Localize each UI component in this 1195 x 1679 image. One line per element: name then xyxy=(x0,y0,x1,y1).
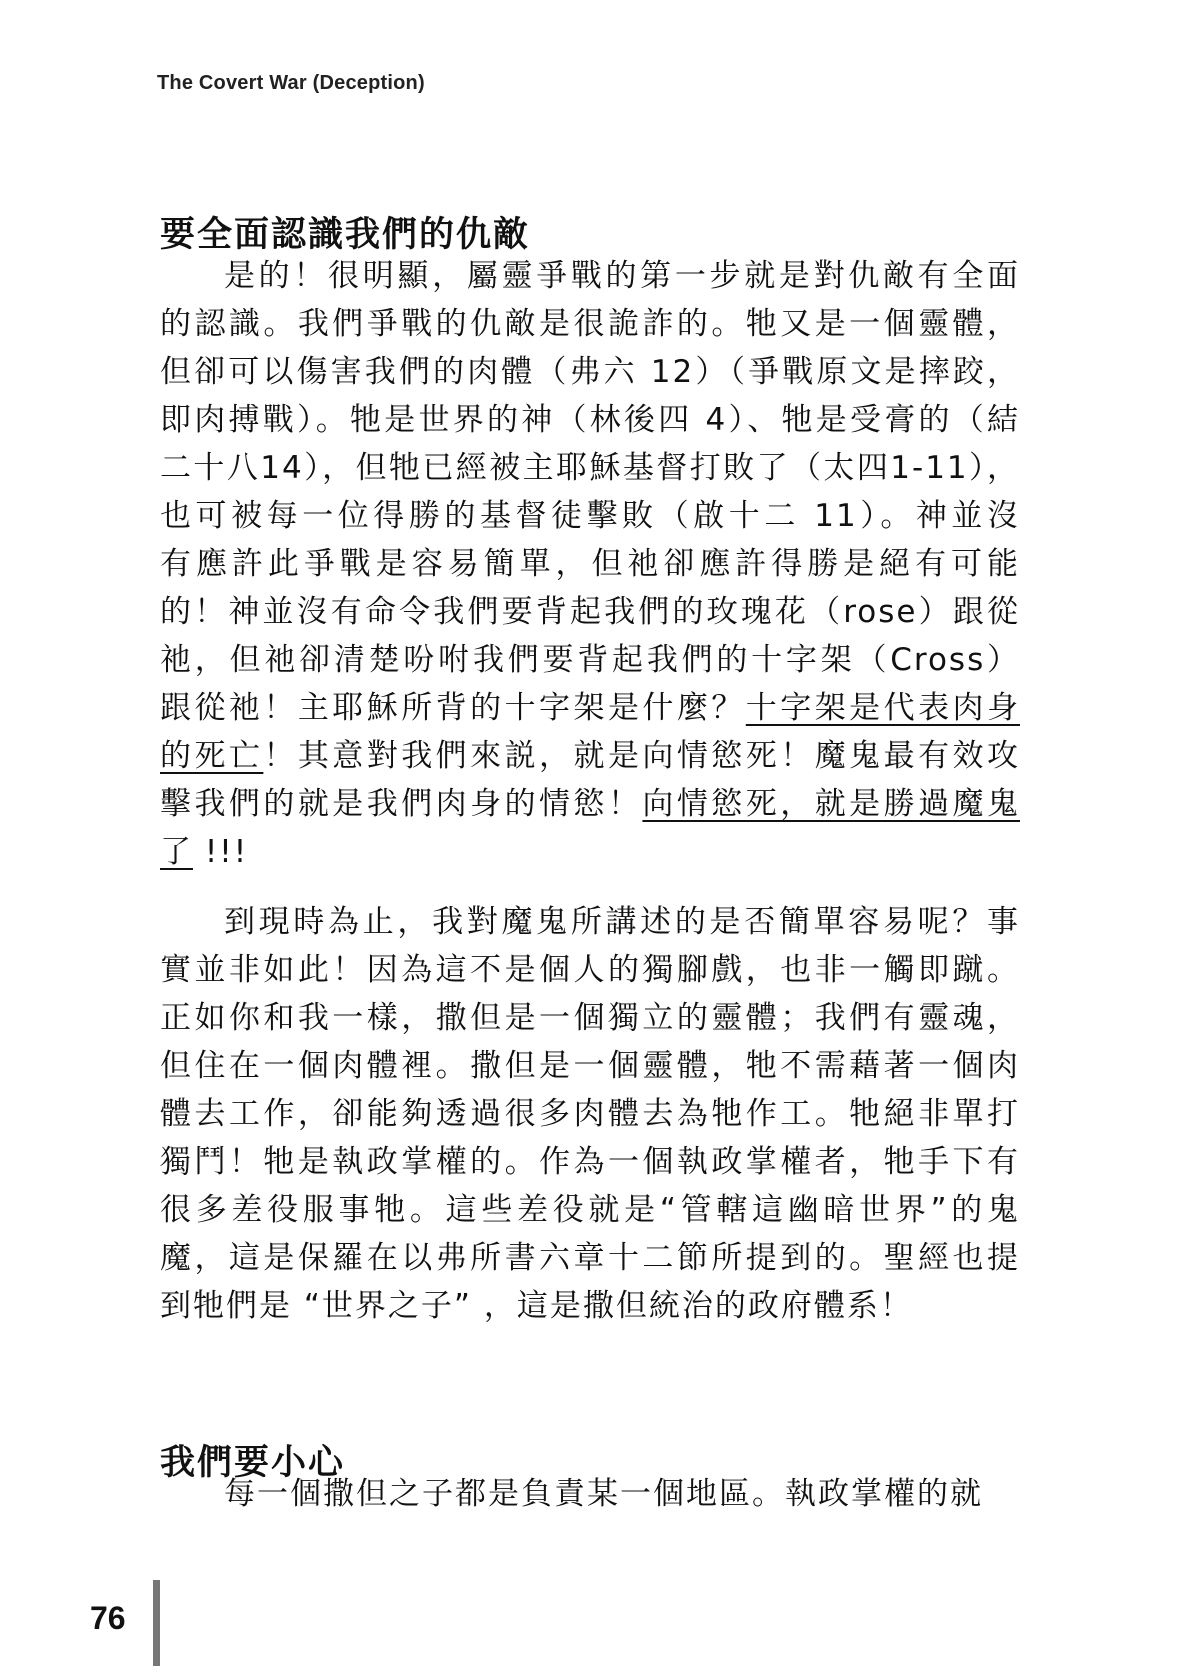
text-segment: ！其意對我們來説，就是向情慾死！魔鬼最有效攻 xyxy=(263,738,1020,774)
text-line xyxy=(160,780,1020,828)
text-line: 祂，但祂卻清楚吩咐我們要背起我們的十字架（Cross） xyxy=(160,642,1020,678)
underlined-text: 的死亡 xyxy=(160,738,264,774)
section-heading-know-enemy: 要全面認識我們的仇敵 xyxy=(160,215,531,256)
text-line xyxy=(160,684,1020,732)
underlined-text: 向情慾死，就是勝過魔鬼 xyxy=(642,786,1021,822)
underlined-text: 十字架是代表肉身 xyxy=(745,690,1021,726)
text-line: 到現時為止，我對魔鬼所講述的是否簡單容易呢？事 xyxy=(224,904,1020,940)
underlined-text: 了 xyxy=(160,834,193,870)
running-head: The Covert War (Deception) xyxy=(157,72,425,94)
paragraph-know-enemy xyxy=(160,252,1020,876)
text-line: 但卻可以傷害我們的肉體（弗六 12）（爭戰原文是摔跤， xyxy=(160,354,1020,390)
text-line: 到牠們是 “世界之子” ，這是撒但統治的政府體系！ xyxy=(160,1288,913,1324)
page-number-rule xyxy=(153,1580,160,1666)
paragraph-be-careful xyxy=(160,1470,1020,1518)
text-line: 的！神並沒有命令我們要背起我們的玫瑰花（rose）跟從 xyxy=(160,594,1020,630)
text-line: 魔，這是保羅在以弗所書六章十二節所提到的。聖經也提 xyxy=(160,1240,1020,1276)
text-segment: !!! xyxy=(193,834,249,870)
text-line: 很多差役服事牠。這些差役就是“管轄這幽暗世界”的鬼 xyxy=(160,1192,1020,1228)
text-line: 實並非如此！因為這不是個人的獨腳戲，也非一觸即蹴。 xyxy=(160,952,1020,988)
text-segment: 跟從祂！主耶穌所背的十字架是什麼？ xyxy=(160,690,746,726)
text-segment: 擊我們的就是我們肉身的情慾！ xyxy=(160,786,643,822)
text-line: 正如你和我一樣，撒但是一個獨立的靈體；我們有靈魂， xyxy=(160,1000,1020,1036)
text-line: 獨鬥！牠是執政掌權的。作為一個執政掌權者，牠手下有 xyxy=(160,1144,1020,1180)
text-line: 即肉搏戰）。牠是世界的神（林後四 4）、牠是受膏的（結 xyxy=(160,402,1020,438)
text-line: 每一個撒但之子都是負責某一個地區。執政掌權的就 xyxy=(224,1476,983,1512)
text-line: 但住在一個肉體裡。撒但是一個靈體，牠不需藉著一個肉 xyxy=(160,1048,1020,1084)
text-line: 有應許此爭戰是容易簡單，但祂卻應許得勝是絕有可能 xyxy=(160,546,1020,582)
text-line: 是的！很明顯，屬靈爭戰的第一步就是對仇敵有全面 xyxy=(224,258,1020,294)
text-line: 體去工作，卻能夠透過很多肉體去為牠作工。牠絕非單打 xyxy=(160,1096,1020,1132)
text-line: 的認識。我們爭戰的仇敵是很詭詐的。牠又是一個靈體， xyxy=(160,306,1020,342)
text-line: 也可被每一位得勝的基督徒擊敗（啟十二 11）。神並沒 xyxy=(160,498,1020,534)
page-number: 76 xyxy=(90,1600,126,1636)
paragraph-not-simple xyxy=(160,898,1020,1330)
text-line: 二十八14），但牠已經被主耶穌基督打敗了（太四1-11）， xyxy=(160,450,1020,486)
section-heading-be-careful: 我們要小心 xyxy=(160,1443,346,1484)
text-line xyxy=(160,732,1020,780)
text-line xyxy=(160,828,1020,876)
